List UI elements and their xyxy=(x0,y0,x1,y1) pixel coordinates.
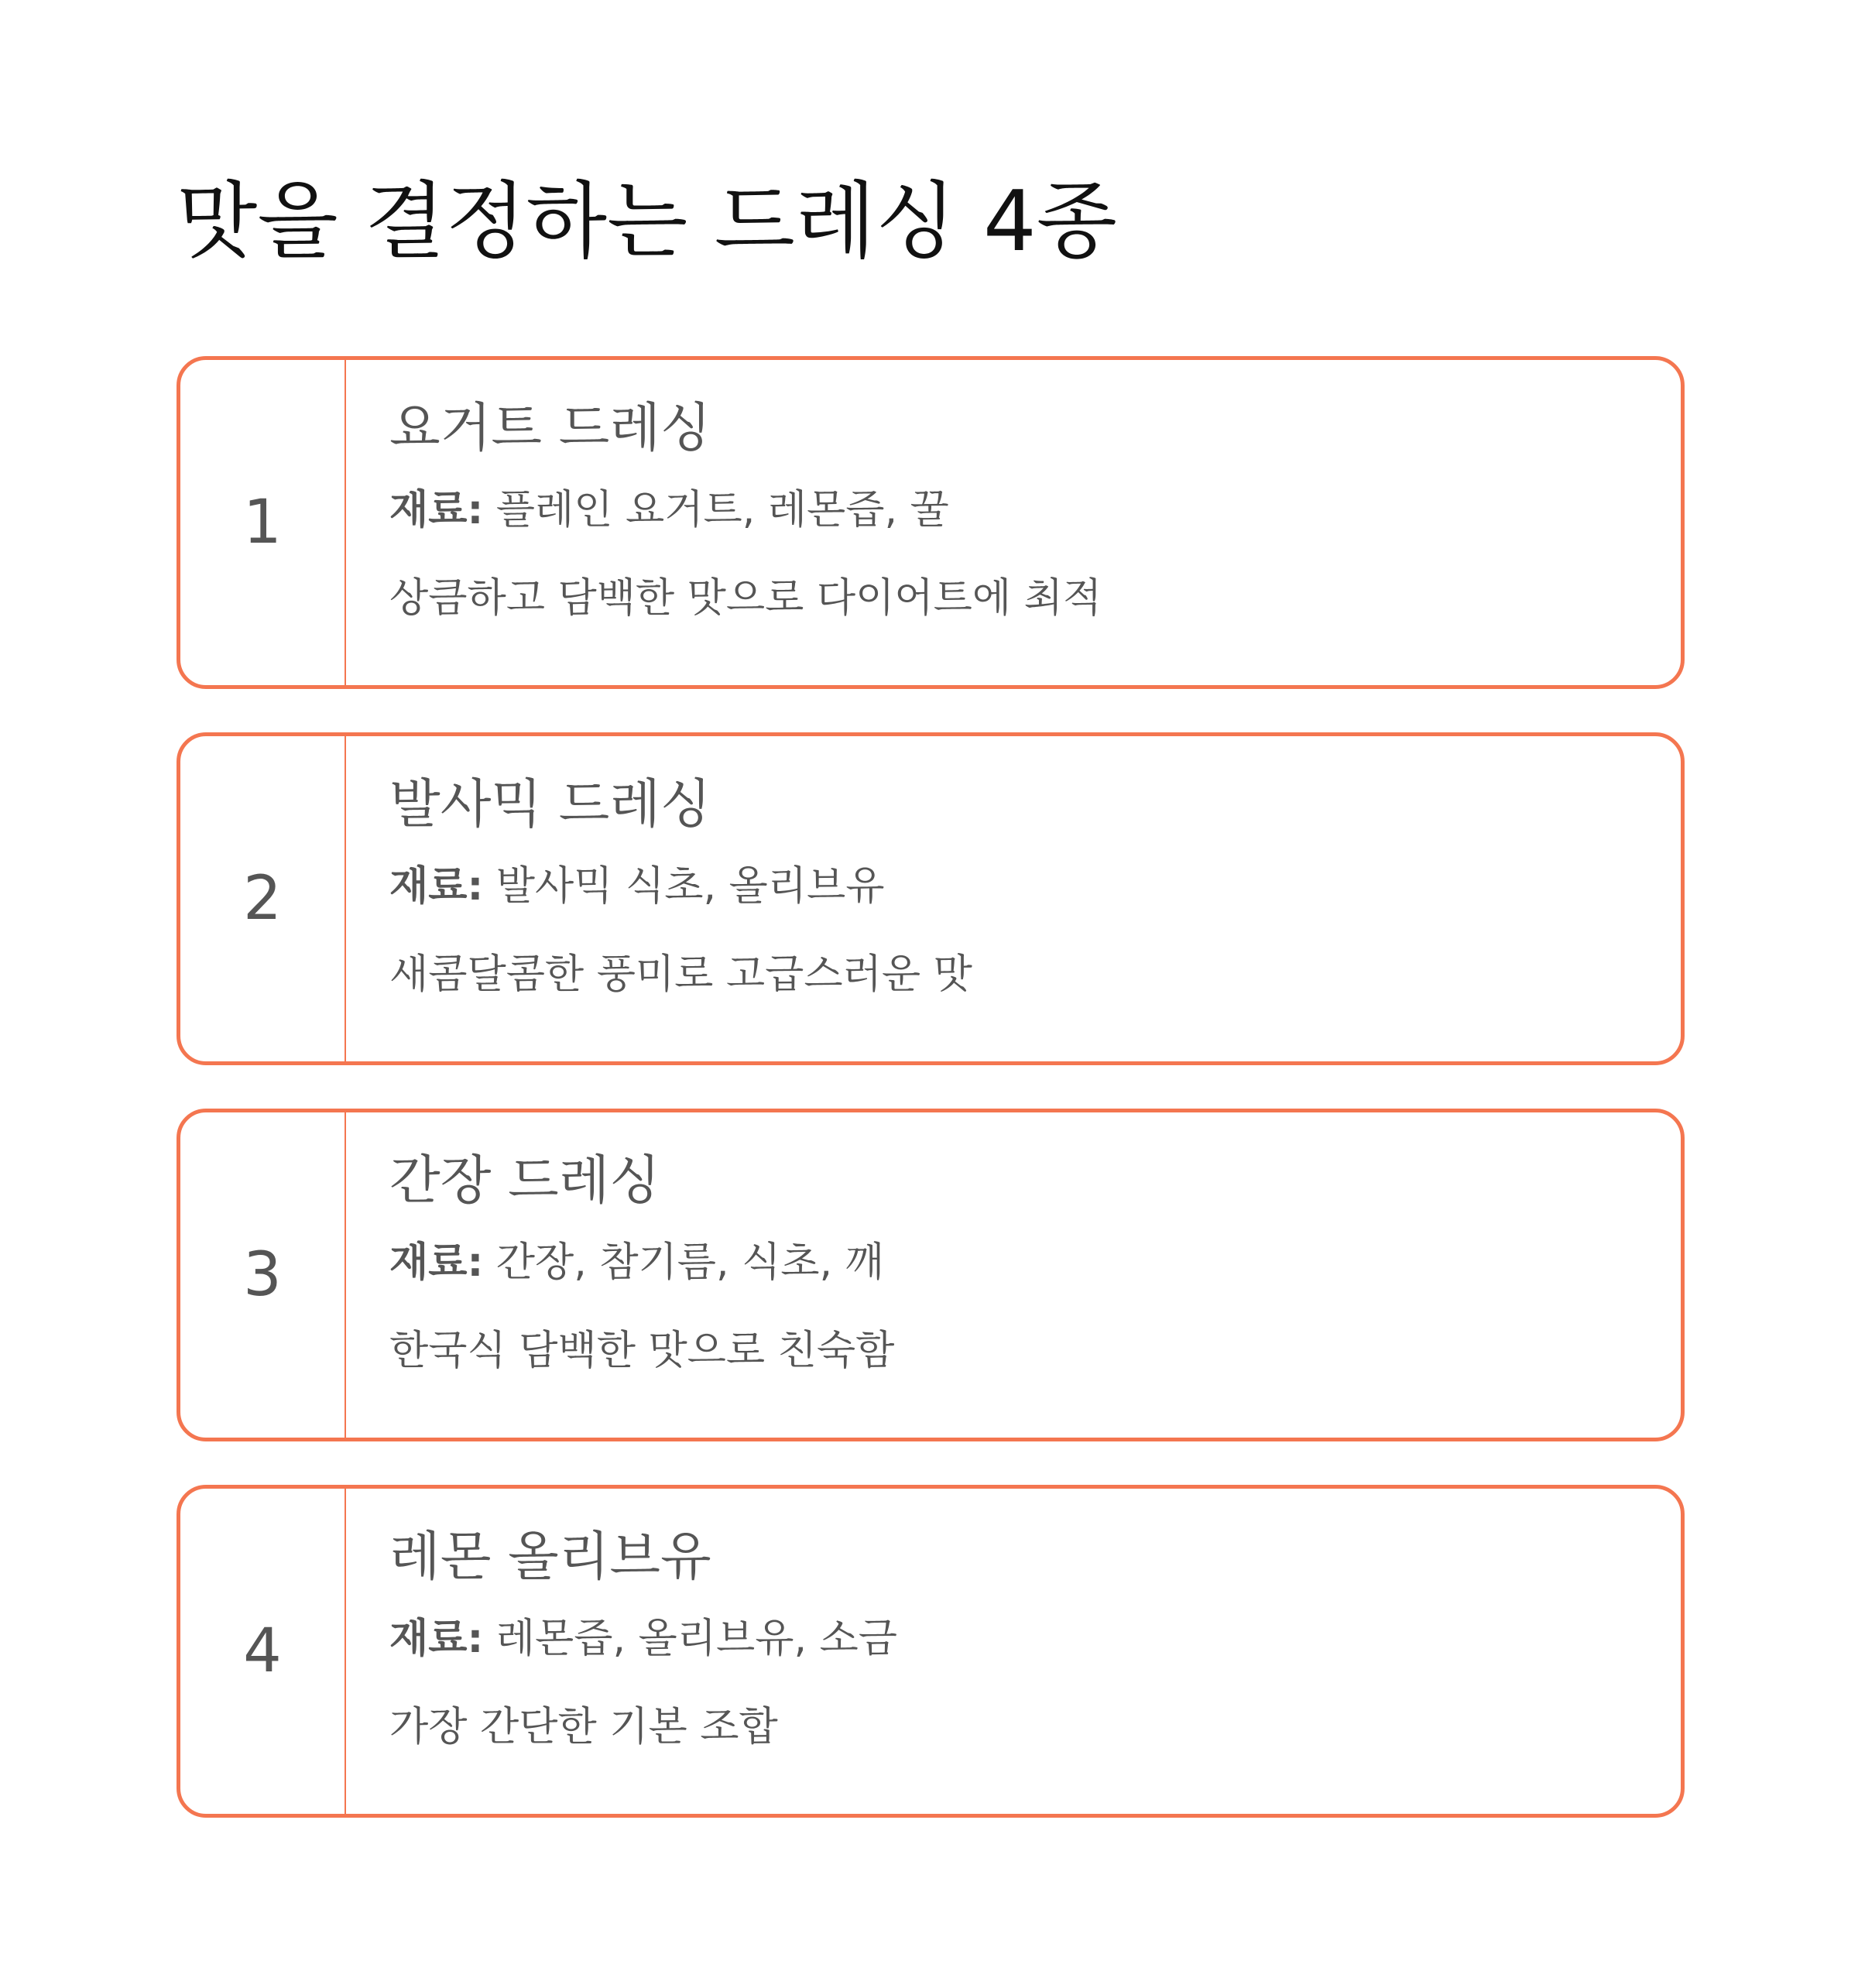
ingredients-label: 재료: xyxy=(389,1616,484,1662)
ingredients-label: 재료: xyxy=(389,487,484,533)
card-description: 상큼하고 담백한 맛으로 다이어트에 최적 xyxy=(389,575,1102,622)
page-title: 맛을 결정하는 드레싱 4종 xyxy=(177,173,1117,270)
dressing-card-1 xyxy=(177,356,1685,689)
card-body xyxy=(346,736,1681,1061)
card-number: 3 xyxy=(180,1112,346,1438)
dressing-list xyxy=(177,356,1685,1861)
card-body xyxy=(346,1112,1681,1438)
card-description: 가장 간단한 기본 조합 xyxy=(389,1704,778,1750)
card-description: 한국식 담백한 맛으로 친숙함 xyxy=(389,1328,895,1374)
ingredients-value: 발사믹 식초, 올리브유 xyxy=(495,863,885,910)
card-number: 1 xyxy=(180,360,346,685)
card-number: 2 xyxy=(180,736,346,1061)
card-ingredients xyxy=(389,482,1681,538)
dressing-card-3 xyxy=(177,1109,1685,1441)
card-title: 발사믹 드레싱 xyxy=(389,774,711,835)
card-body xyxy=(346,1489,1681,1814)
ingredients-value: 레몬즙, 올리브유, 소금 xyxy=(495,1616,898,1662)
card-body xyxy=(346,360,1681,685)
card-number: 4 xyxy=(180,1489,346,1814)
card-title: 요거트 드레싱 xyxy=(389,398,711,459)
dressing-card-4 xyxy=(177,1485,1685,1818)
card-ingredients xyxy=(389,1235,1681,1290)
card-title: 레몬 올리브유 xyxy=(389,1527,711,1588)
dressing-card-2 xyxy=(177,732,1685,1065)
card-title: 간장 드레싱 xyxy=(389,1150,661,1212)
ingredients-value: 간장, 참기름, 식초, 깨 xyxy=(495,1239,884,1286)
card-ingredients xyxy=(389,859,1681,914)
card-ingredients xyxy=(389,1611,1681,1667)
ingredients-value: 플레인 요거트, 레몬즙, 꿀 xyxy=(495,487,949,533)
ingredients-label: 재료: xyxy=(389,863,484,910)
ingredients-label: 재료: xyxy=(389,1239,484,1286)
card-description: 새콤달콤한 풍미로 고급스러운 맛 xyxy=(389,951,972,998)
